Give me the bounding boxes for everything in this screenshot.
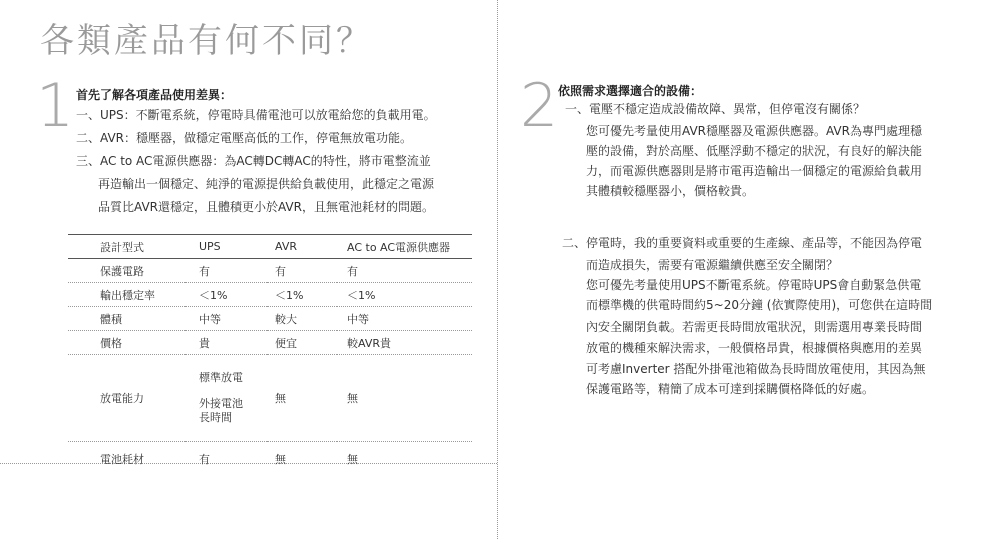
answer-2-line-2: 而標準機的供電時間約5~20分鐘 (依實際使用)，可您供在這時間	[586, 298, 933, 312]
table-header-cell: AC to AC電源供應器	[337, 235, 472, 259]
cell-line: 長時間	[199, 411, 232, 424]
table-cell: 中等	[337, 307, 472, 331]
answer-2-line-1: 您可優先考量使用UPS不斷電系統。停電時UPS會自動緊急供電	[586, 278, 922, 292]
table-cell: 有	[185, 259, 267, 283]
table-cell: 貴	[185, 331, 267, 355]
table-row	[68, 331, 472, 355]
table-row	[68, 355, 472, 442]
table-header-cell: 設計型式	[68, 235, 185, 259]
table-row	[68, 442, 472, 477]
table-cell: 放電能力	[68, 355, 185, 442]
table-row	[68, 307, 472, 331]
section-1-heading: 首先了解各項產品使用差異：	[76, 88, 233, 102]
question-2-line-2: 而造成損失，需要有電源繼續供應至安全關閉？	[586, 258, 839, 272]
answer-2-line-4: 放電的機種來解決需求，一般價格昂貴，根據價格與應用的差異	[586, 341, 923, 355]
answer-1-line-1: 您可優先考量使用AVR穩壓器及電源供應器。AVR為專門處理穩	[586, 124, 922, 138]
table-header-row	[68, 235, 472, 259]
section-1-line-4: 再造輸出一個穩定、純淨的電源提供給負載使用，此穩定之電源	[98, 177, 435, 191]
answer-2-line-3: 內安全關閉負載。若需更長時間放電狀況，則需選用專業長時間	[586, 320, 923, 334]
table-cell: 無	[347, 453, 358, 466]
table-cell: 有	[267, 259, 337, 283]
section-1-line-5: 品質比AVR還穩定，且體積更小於AVR，且無電池耗材的問題。	[98, 200, 434, 214]
table-cell: 無	[275, 453, 286, 466]
table-cell: ＜1%	[337, 283, 472, 307]
table-cell: 電池耗材	[100, 453, 144, 466]
table-cell: 輸出穩定率	[68, 283, 185, 307]
page-title: 各類產品有何不同？	[40, 21, 373, 61]
section-1-line-3: 三、AC to AC電源供應器：為AC轉DC轉AC的特性，將市電整流並	[76, 154, 431, 168]
comparison-table	[68, 234, 472, 476]
answer-2-line-6: 保護電路等，精簡了成本可達到採購價格降低的好處。	[586, 382, 875, 396]
table-cell: 無	[267, 355, 337, 442]
answer-1-line-3: 力，而電源供應器則是將市電再造輸出一個穩定的電源給負載用	[586, 164, 923, 178]
section-1-line-2: 二、AVR：穩壓器，做穩定電壓高低的工作，停電無放電功能。	[76, 131, 412, 145]
table-header-cell: AVR	[267, 235, 337, 259]
table-row	[68, 259, 472, 283]
table-cell: ＜1%	[267, 283, 337, 307]
table-cell: 有	[337, 259, 472, 283]
answer-1-line-4: 其體積較穩壓器小，價格較貴。	[586, 184, 755, 198]
cell-line: 標準放電	[199, 371, 243, 384]
table-cell: 價格	[68, 331, 185, 355]
table-cell: 無	[337, 355, 472, 442]
table-cell	[185, 355, 267, 442]
section-number-1: 1	[36, 71, 75, 141]
table-cell: 較AVR貴	[337, 331, 472, 355]
table-cell: 便宜	[267, 331, 337, 355]
table-cell: 保護電路	[68, 259, 185, 283]
question-1-title: 一、電壓不穩定造成設備故障、異常，但停電沒有關係？	[565, 102, 866, 116]
table-row	[68, 283, 472, 307]
section-2-heading: 依照需求選擇適合的設備：	[558, 84, 703, 98]
table-cell: 中等	[185, 307, 267, 331]
vertical-divider	[497, 0, 498, 539]
answer-1-line-2: 壓的設備，對於高壓、低壓浮動不穩定的狀況，有良好的解決能	[586, 144, 923, 158]
table-cell: 較大	[267, 307, 337, 331]
section-1-line-1: 一、UPS：不斷電系統，停電時具備電池可以放電給您的負載用電。	[76, 108, 436, 122]
section-number-2: 2	[520, 71, 559, 141]
cell-line: 外接電池	[199, 397, 243, 410]
table-header-cell: UPS	[185, 235, 267, 259]
answer-2-line-5: 可考慮Inverter 搭配外掛電池箱做為長時間放電使用，其因為無	[586, 362, 926, 376]
table-cell: ＜1%	[185, 283, 267, 307]
question-2-title: 二、停電時，我的重要資料或重要的生產線、產品等，不能因為停電	[562, 236, 923, 250]
table-cell: 有	[199, 453, 210, 466]
table-cell: 體積	[68, 307, 185, 331]
